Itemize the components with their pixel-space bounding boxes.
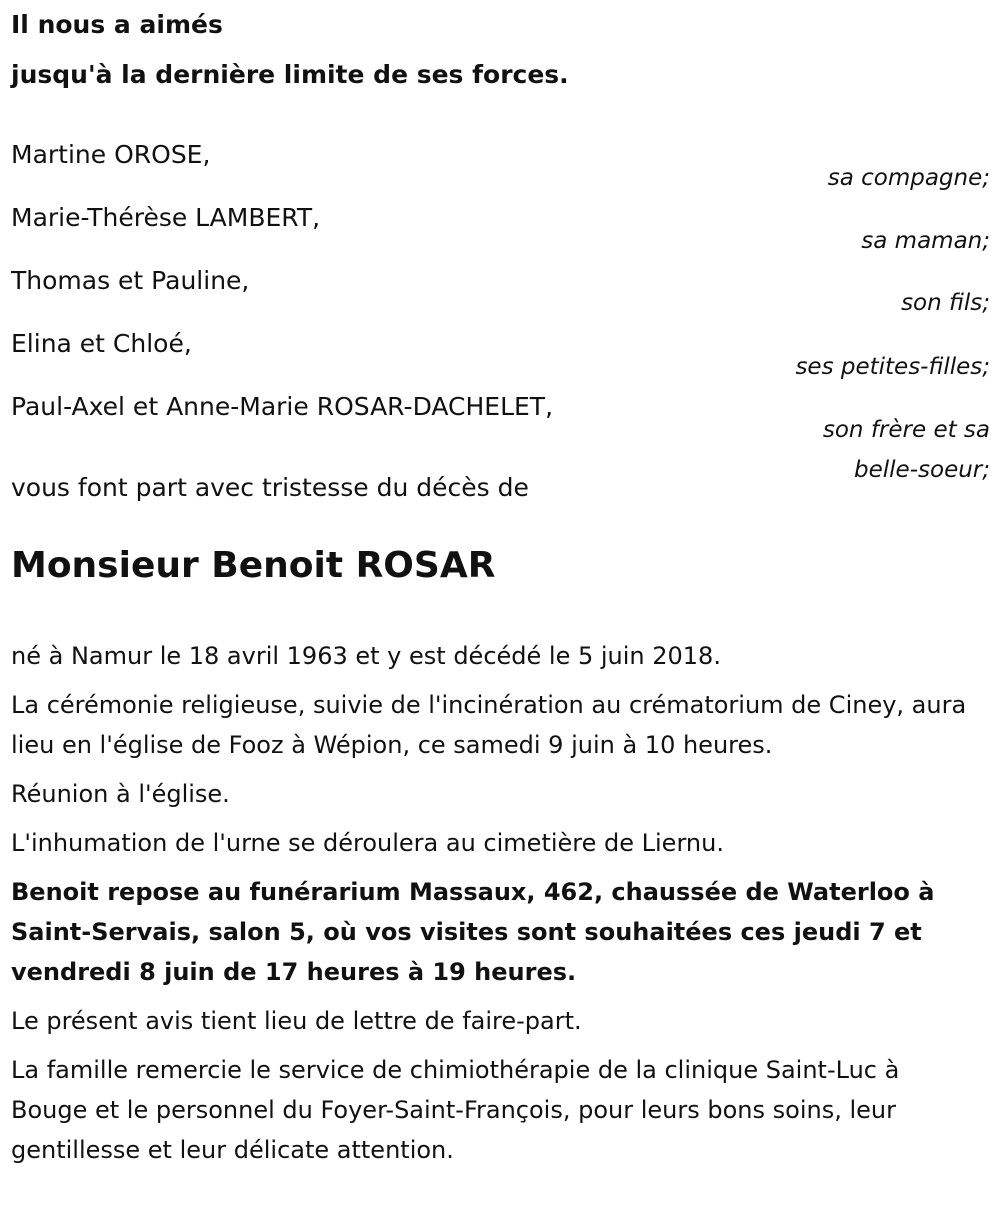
intro-line-2: jusqu'à la dernière limite de ses forces. <box>11 60 569 89</box>
intro-line-1: Il nous a aimés <box>11 10 223 39</box>
burial-paragraph: L'inhumation de l'urne se déroulera au cimetière de Liernu. <box>11 829 724 857</box>
family-member-relation: sa maman; <box>861 228 990 254</box>
family-member-relation: sa compagne; <box>827 165 990 191</box>
thanks-paragraph: La famille remercie le service de chimiothérapie de la clinique Saint-Luc à Bouge et le personnel du Foyer-Saint-François, pour leurs bons soins, leur gentillesse et leur délicate attention. <box>11 1056 900 1164</box>
family-member-name: Marie-Thérèse LAMBERT, <box>11 203 321 232</box>
family-member-relation: ses petites-filles; <box>795 354 990 380</box>
family-member-name: Paul-Axel et Anne-Marie ROSAR-DACHELET, <box>11 392 554 421</box>
ceremony-paragraph: La cérémonie religieuse, suivie de l'incinération au crématorium de Ciney, aura lieu en l'église de Fooz à Wépion, ce samedi 9 juin à 10 heures. <box>11 691 967 759</box>
visitation-paragraph: Benoit repose au funérarium Massaux, 462, chaussée de Waterloo à Saint-Servais, salon 5, où vos visites sont souhaitées ces jeudi 7 et vendredi 8 juin de 17 heures à 19 heures. <box>11 878 935 986</box>
meeting-paragraph: Réunion à l'église. <box>11 780 230 808</box>
announcement-text: vous font part avec tristesse du décès de <box>11 473 529 502</box>
notice-paragraph: Le présent avis tient lieu de lettre de faire-part. <box>11 1007 582 1035</box>
family-member-name: Elina et Chloé, <box>11 329 192 358</box>
family-member-relation: son fils; <box>901 290 990 316</box>
family-member-relation: son frère et sa <box>822 417 990 443</box>
family-member-name: Martine OROSE, <box>11 140 211 169</box>
obituary-body <box>11 636 982 1179</box>
birth-death-paragraph: né à Namur le 18 avril 1963 et y est décédé le 5 juin 2018. <box>11 642 721 670</box>
family-member-relation: belle-soeur; <box>854 457 990 483</box>
family-member-name: Thomas et Pauline, <box>11 266 250 295</box>
deceased-name: Monsieur Benoit ROSAR <box>11 545 496 586</box>
